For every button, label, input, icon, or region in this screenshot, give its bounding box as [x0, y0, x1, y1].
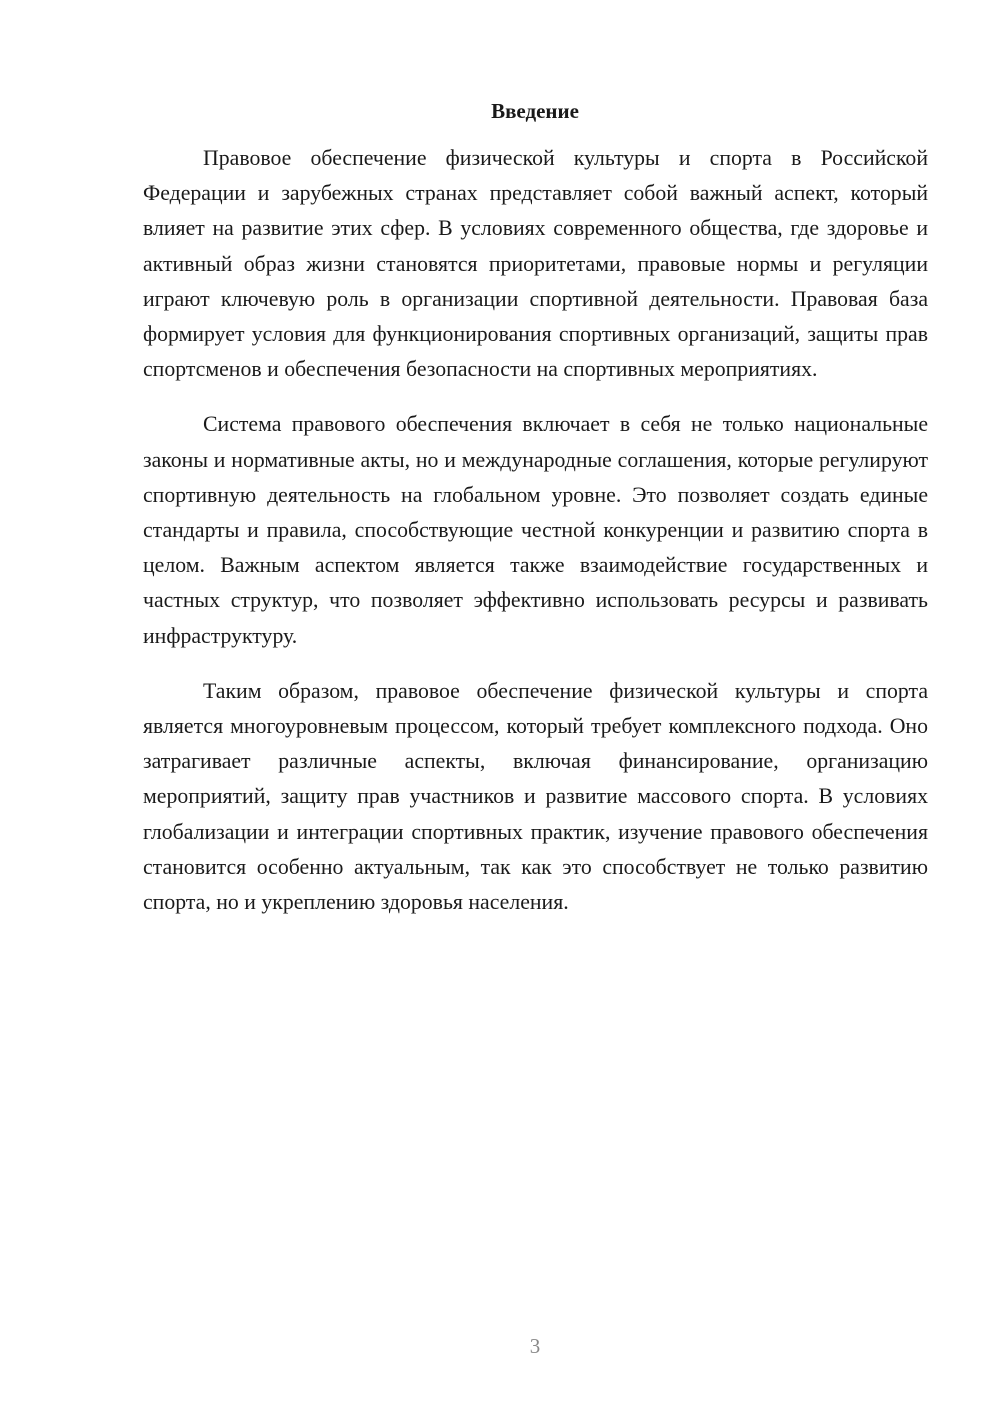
section-title: Введение — [491, 99, 579, 123]
body-text — [143, 141, 928, 940]
paragraph-3: Таким образом, правовое обеспечение физической культуры и спорта является многоуровневым процессом, который требует комплексного подхода. Оно затрагивает различные аспекты, включая финансирование, организацию мероприятий, защиту прав участников и развитие массового спорта. В условиях глобализации и интеграции спортивных практик, изучение правового обеспечения становится особенно актуальным, так как это способствует не только развитию спорта, но и укреплению здоровья населения. — [143, 678, 928, 915]
paragraph-1: Правовое обеспечение физической культуры и спорта в Российской Федерации и зарубежных странах представляет собой важный аспект, который влияет на развитие этих сфер. В условиях современного общества, где здоровье и активный образ жизни становятся приоритетами, правовые нормы и регуляции играют ключевую роль в организации спортивной деятельности. Правовая база формирует условия для функционирования спортивных организаций, защиты прав спортсменов и обеспечения безопасности на спортивных мероприятиях. — [143, 146, 928, 382]
page-number: 3 — [529, 1334, 541, 1358]
paragraph-2: Система правового обеспечения включает в себя не только национальные законы и нормативные акты, но и международные соглашения, которые регулируют спортивную деятельность на глобальном уровне. Это позволяет создать единые стандарты и правила, способствующие честной конкуренции и развитию спорта в целом. Важным аспектом является также взаимодействие государственных и частных структур, что позволяет эффективно использовать ресурсы и развивать инфраструктуру. — [143, 412, 928, 648]
